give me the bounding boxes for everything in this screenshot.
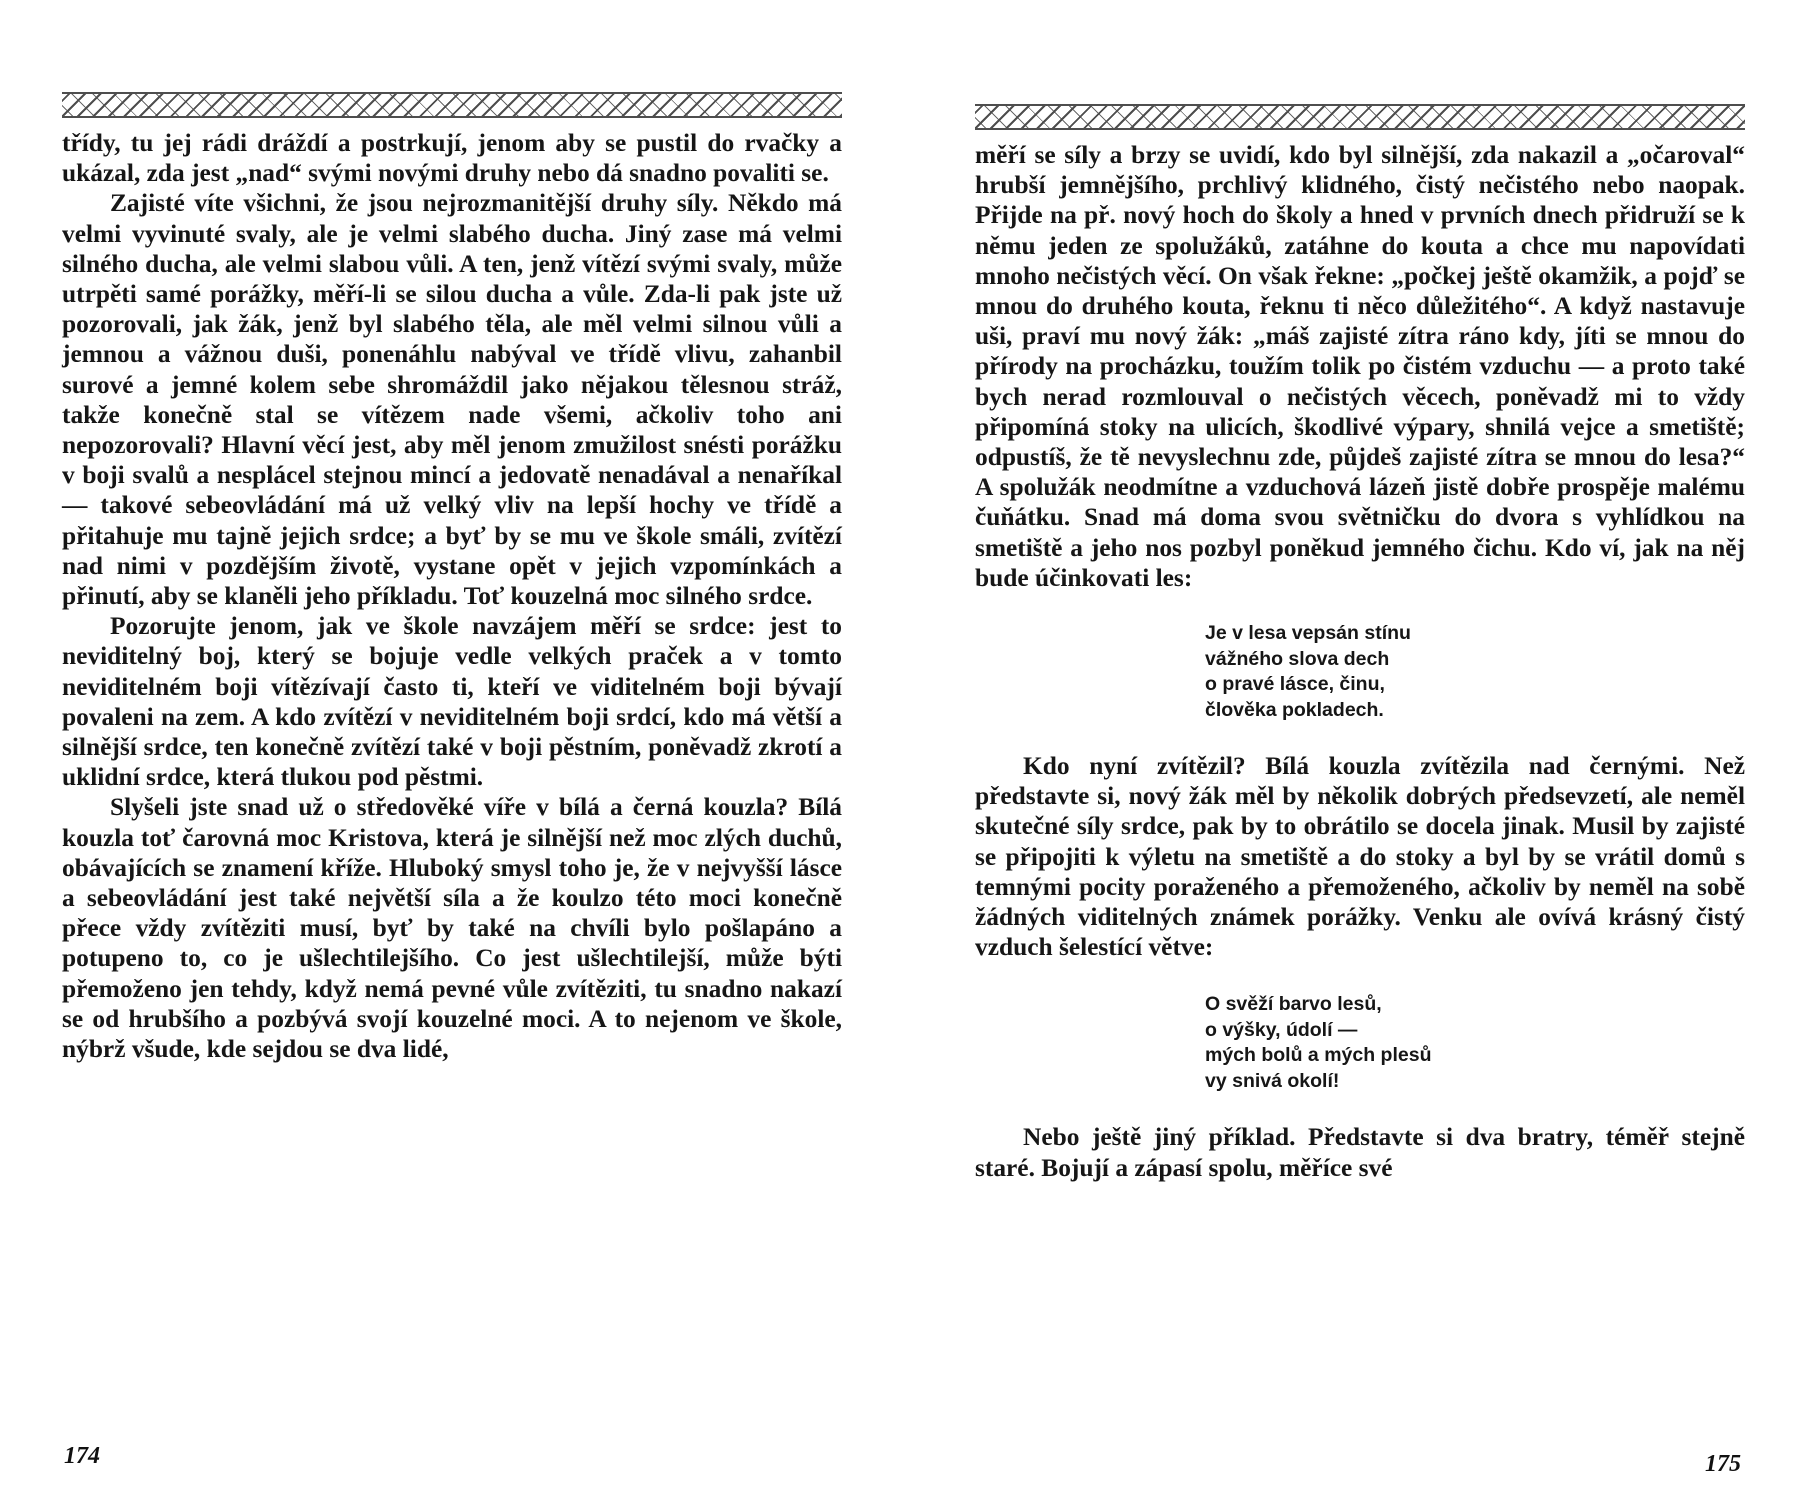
right-page-text [975,140,1745,1183]
paragraph: Nebo ještě jiný příklad. Představte si dva bratry, téměř stejně staré. Bojují a zápasí spolu, měříce své [975,1123,1745,1182]
poem-stanza [975,992,1745,1094]
paragraph: Kdo nyní zvítězil? Bílá kouzla zvítězila nad černými. Než představte si, nový žák měl by několik dobrých předsevzetí, ale neměl skutečné síly srdce, pak by to obrátilo se docela jinak. Musil by zajisté se připojiti k výletu na smetiště a do stoky a byl by se vrátil domů s temnými pocity poraženého a přemoženého, ačkoliv by neměl na sobě žádných viditelných známek porážky. Venku ale ovívá krásný čistý vzduch šelestící větve: [975,752,1745,962]
header-ornament [62,92,842,118]
paragraph: Zajisté víte všichni, že jsou nejrozmanitější druhy síly. Někdo má velmi vyvinuté svaly, ale je velmi slabého ducha. Jiný zase má velmi silného ducha, ale velmi slabou vůli. A ten, jenž vítězí svými svaly, může utrpěti samé porážky, měří-li se silou ducha a vůle. Zda-li pak jste už pozorovali, jak žák, jenž byl slabého těla, ale měl velmi silnou vůli a jemnou a vážnou duši, ponenáhlu nabýval ve třídě vlivu, zahanbil surové a jemné kolem sebe shromáždil jako nějakou tělesnou stráž, takže konečně stal se vítězem nade všemi, ačkoliv toho ani nepozorovali? Hlavní věcí jest, aby měl jenom zmužilost snésti porážku v boji svalů a nesplácel stejnou mincí a jedovatě nenadával a nenaříkal — takové sebeovládání má už velký vliv na lepší hochy ve třídě a přitahuje mu tajně jejich srdce; a byť by se mu ve škole smáli, zvítězí nad nimi v pozdějším životě, vystane opět v jejich vzpomínkách a přinutí, aby se klaněli jeho příkladu. Toť kouzelná moc silného srdce. [62,189,842,611]
page-number: 174 [64,1443,100,1469]
poem-line: vy snivá okolí! [1205,1069,1340,1092]
poem-line: mých bolů a mých plesů [1205,1044,1432,1067]
page-number: 175 [1705,1451,1741,1477]
poem-line: O svěží barvo lesů, [1205,993,1382,1016]
paragraph: Slyšeli jste snad už o středověké víře v bílá a černá kouzla? Bílá kouzla toť čarovná moc Kristova, která je silnější než moc zlých duchů, obávajících se znamení kříže. Hluboký smysl toho je, že v nejvyšší lásce a sebeovládání jest také největší síla a že koulzo této moci konečně přece vždy zvítěziti musí, byť by také na chvíli bylo pošlapáno a potupeno to, co je ušlechtilejšího. Co jest ušlechtilejší, může býti přemoženo jen tehdy, když nemá pevné vůle zvítěziti, tu snadno nakazí se od hrubšího a pozbývá svojí kouzelné moci. A to nejenom ve škole, nýbrž všude, kde sejdou se dva lidé, [62,793,842,1064]
left-page [62,0,842,1500]
poem-line: Je v lesa vepsán stínu [1205,622,1411,645]
poem-line: vážného slova dech [1205,647,1390,670]
poem-line: o výšky, údolí — [1205,1018,1358,1041]
poem-stanza [975,621,1745,723]
poem-line: člověka pokladech. [1205,698,1384,721]
right-page [975,0,1745,1500]
header-ornament [975,104,1745,130]
paragraph: měří se síly a brzy se uvidí, kdo byl silnější, zda nakazil a „očaroval“ hrubší jemnějšího, prchlivý klidného, čistý nečistého nebo naopak. Přijde na př. nový hoch do školy a hned v prvních dnech přidruží se k němu jeden ze spolužáků, zatáhne do kouta a chce mu napovídati mnoho nečistých věcí. On však řekne: „počkej ještě okamžik, a pojď se mnou do druhého kouta, řeknu ti něco důležitého“. A když nastavuje uši, praví mu nový žák: „máš zajisté zítra ráno kdy, jíti se mnou do přírody na procházku, toužím tolik po čistém vzduchu — a proto také bych nerad rozmlouval o nečistých věcech, poněvadž mi to vždy připomíná stoky na ulicích, škodlivé výpary, shnilá vejce a smetiště; odpustíš, že tě nevyslechnu zde, půjdeš zajisté zítra se mnou do lesa?“ A spolužák neodmítne a vzduchová lázeň jistě dobře prospěje malému čuňátku. Snad má doma svou světničku do dvora s vyhlídkou na smetiště a jeho nos pozbyl poněkud jemného čichu. Kdo ví, jak na něj bude účinkovati les: [975,141,1745,592]
poem-line: o pravé lásce, činu, [1205,673,1385,696]
paragraph: třídy, tu jej rádi dráždí a postrkují, jenom aby se pustil do rvačky a ukázal, zda jest „nad“ svými novými druhy nebo dá snadno povaliti se. [62,129,842,188]
paragraph: Pozorujte jenom, jak ve škole navzájem měří se srdce: jest to neviditelný boj, který se bojuje vedle velkých praček a v tomto neviditelném boji vítězívají často ti, kteří ve viditelném boji bývají povaleni na zem. A kdo zvítězí v neviditelném boji srdcí, kdo má větší a silnější srdce, ten konečně zvítězí také v boji pěstním, poněvadž zkrotí a uklidní srdce, která tlukou pod pěstmi. [62,612,842,792]
left-page-text [62,128,842,1064]
